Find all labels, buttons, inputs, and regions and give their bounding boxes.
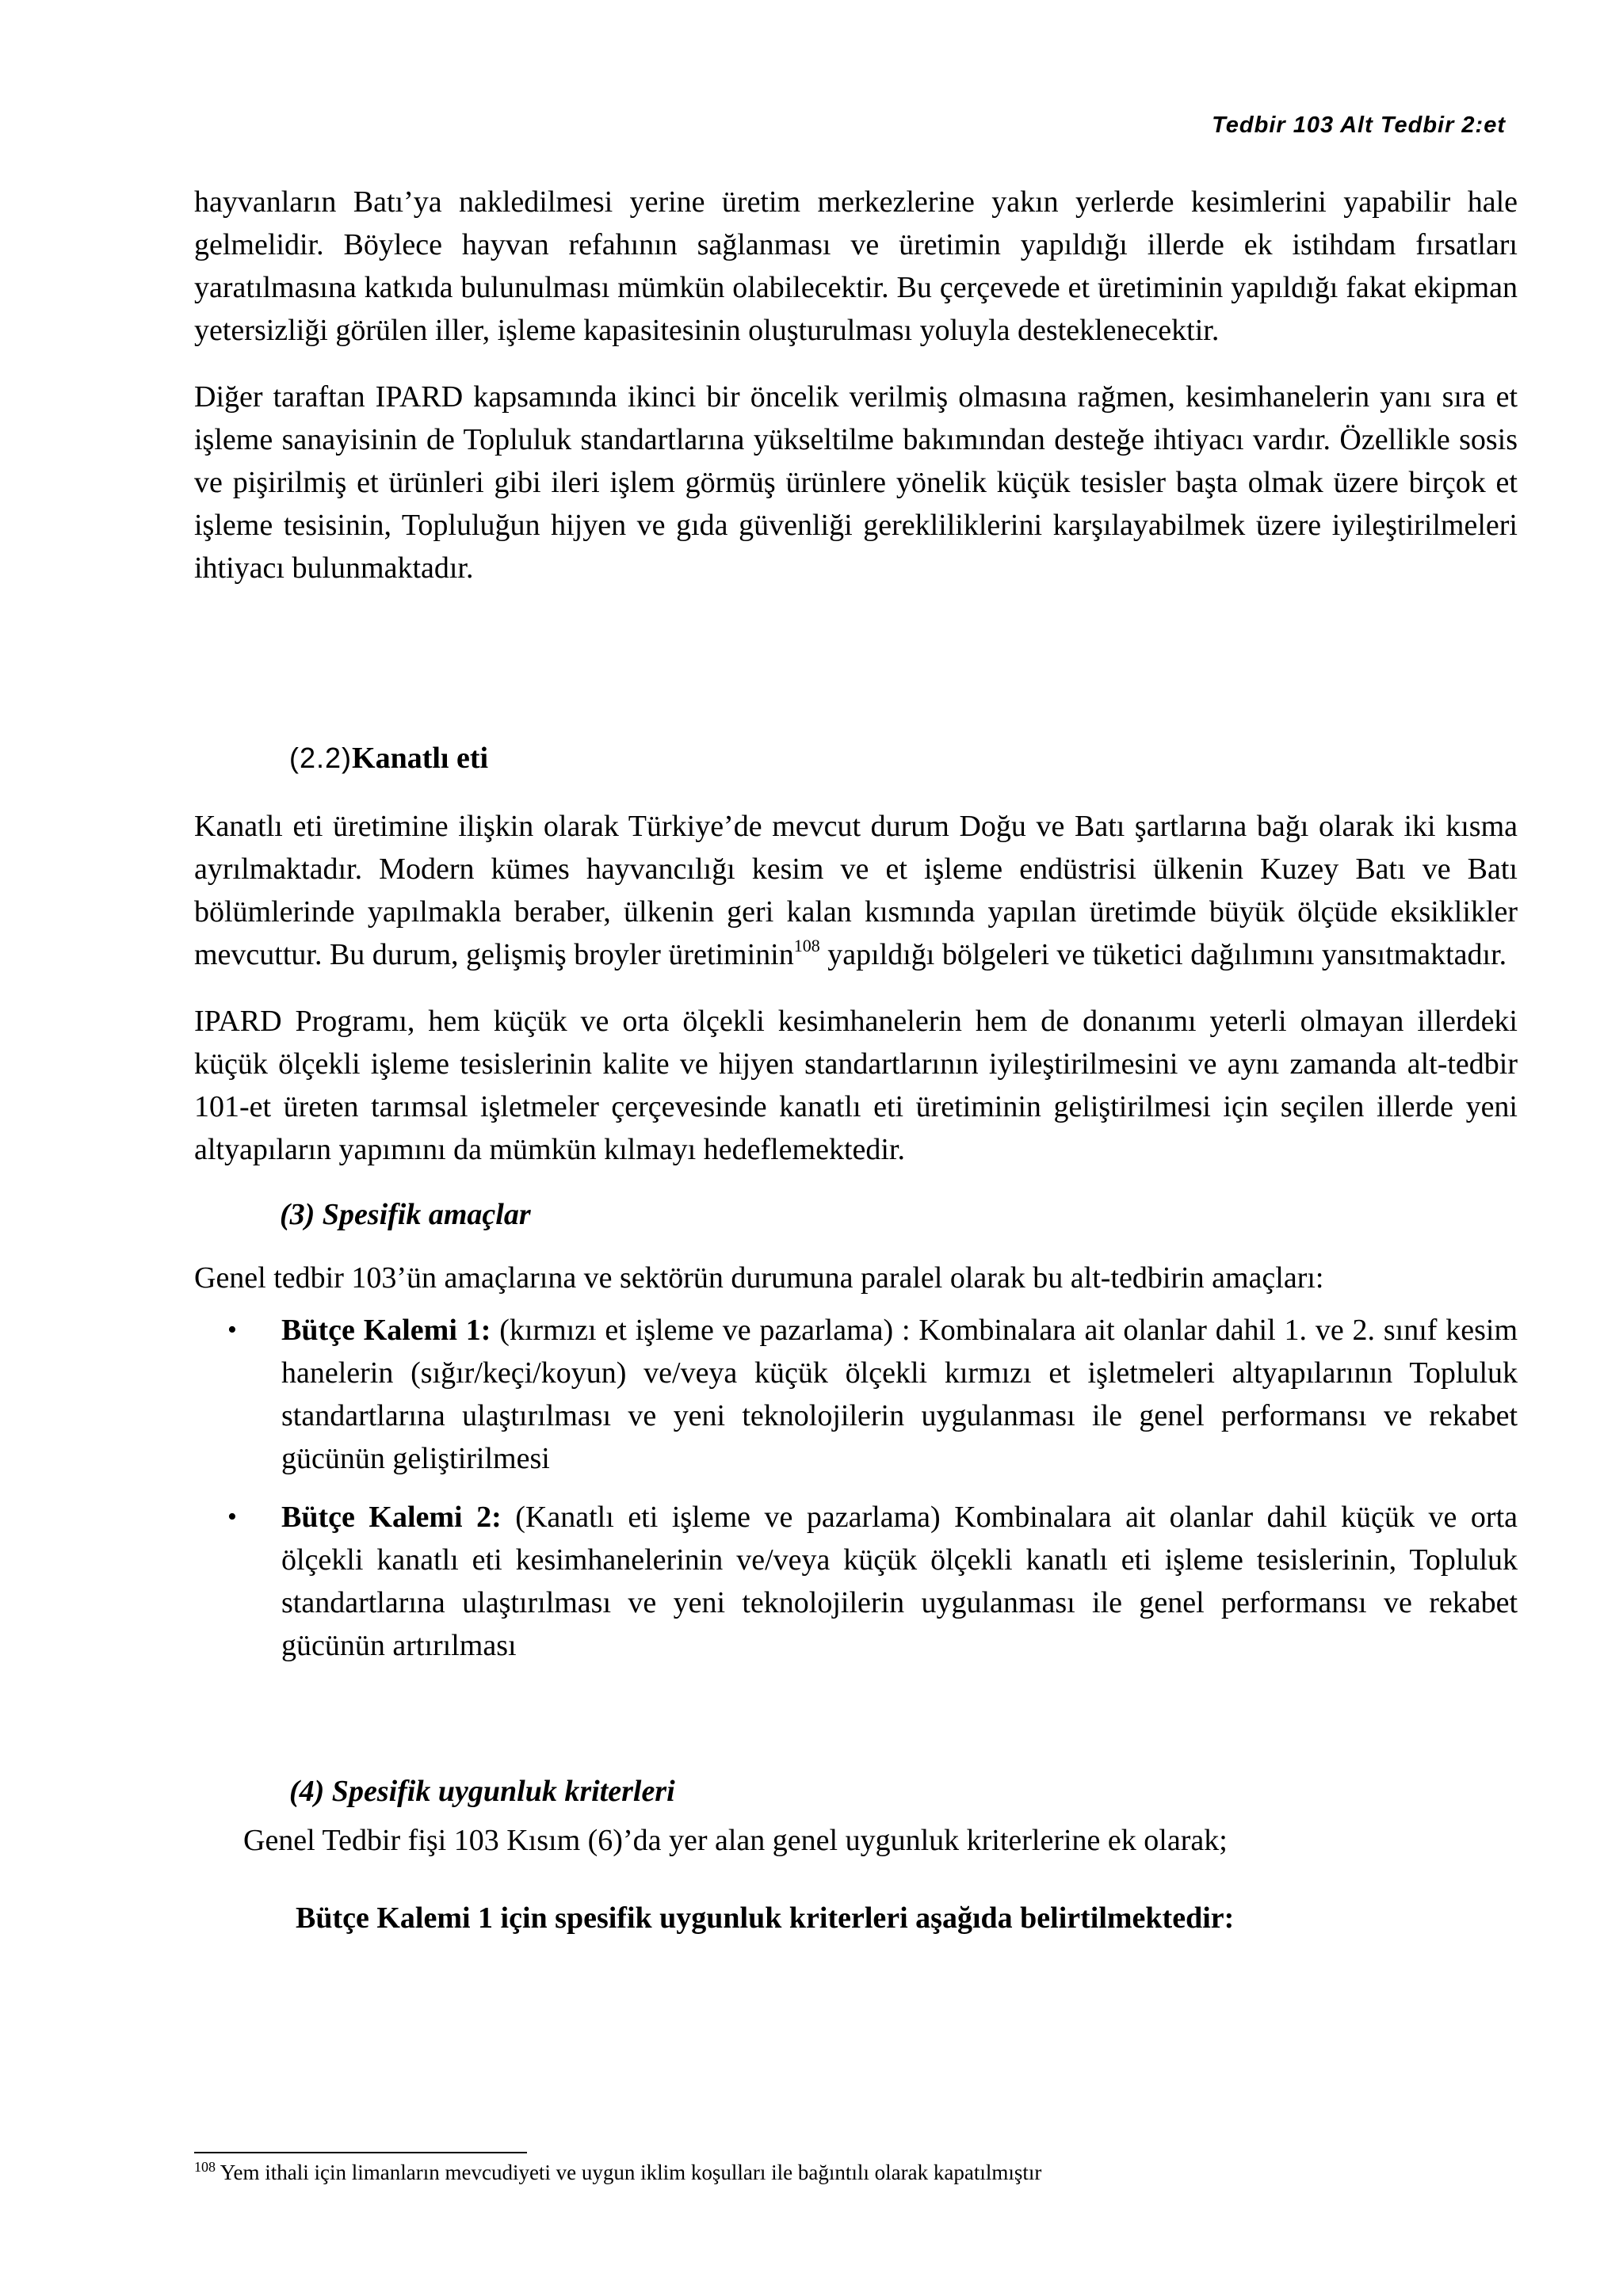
section-title: Kanatlı eti — [352, 742, 489, 775]
list-item-label: Bütçe Kalemi 2: — [281, 1501, 502, 1534]
list-item — [194, 1309, 1518, 1480]
paragraph-kanatli-text-a: Kanatlı eti üretimine ilişkin olarak Türkiye’de mevcut durum Doğu ve Batı şartlarına bağı olarak iki kısma ayrılmaktadır. Modern kümes hayvancılığı kesim ve et işleme endüstrisi ülkenin Kuzey Batı ve Batı bölümlerinde yapılmakla beraber, ülkenin geri kalan kısmında yapılan üretimde büyük ölçüde eksiklikler mevcuttur. Bu durum, gelişmiş broyler üretiminin — [194, 810, 1518, 971]
paragraph-ipard-program: IPARD Programı, hem küçük ve orta ölçekli kesimhanelerin hem de donanımı yeterli olmayan illerdeki küçük ölçekli işleme tesislerinin kalite ve hijyen standartlarının iyileştirilmesini ve aynı zamanda alt-tedbir 101-et üreten tarımsal işletmeler çerçevesinde kanatlı eti üretiminin geliştirilmesi için seçilen illerde yeni altyapıların yapımını da mümkün kılmayı hedeflemektedir. — [194, 1005, 1518, 1166]
running-header: Tedbir 103 Alt Tedbir 2:et — [1212, 113, 1506, 138]
objectives-list — [194, 1309, 1518, 1667]
paragraph-amaclar-intro: Genel tedbir 103’ün amaçlarına ve sektörün durumuna paralel olarak bu alt-tedbirin amaçları: — [194, 1261, 1324, 1295]
footnote-reference: 108 — [793, 936, 820, 955]
budget-item-1-heading: Bütçe Kalemi 1 için spesifik uygunluk kriterleri aşağıda belirtilmektedir: — [296, 1901, 1235, 1935]
footnote-separator — [194, 2152, 527, 2153]
bullet-icon: • — [227, 1315, 237, 1344]
paragraph-ipard-priority: Diğer taraftan IPARD kapsamında ikinci bir öncelik verilmiş olmasına rağmen, kesimhanelerin yanı sıra et işleme sanayisinin de Topluluk standartlarına yükseltilme bakımından desteğe ihtiyacı vardır. Özellikle sosis ve pişirilmiş et ürünleri gibi ileri işlem görmüş ürünlere yönelik küçük tesisler başta olmak üzere birçok et işleme tesisinin, Topluluğun hijyen ve gıda güvenliği gerekliliklerini karşılayabilmek üzere iyileştirilmeleri ihtiyacı bulunmaktadır. — [194, 380, 1518, 585]
section-number: (2.2) — [289, 742, 353, 774]
list-item — [194, 1496, 1518, 1667]
section-heading-4: (4) Spesifik uygunluk kriterleri — [289, 1775, 675, 1808]
paragraph-kanatli — [194, 805, 1518, 976]
paragraph-kanatli-text-b: yapıldığı bölgeleri ve tüketici dağılımını yansıtmaktadır. — [819, 938, 1507, 971]
footnote — [194, 2158, 1518, 2187]
footnote-number: 108 — [194, 2159, 216, 2175]
list-item-text: (kırmızı et işleme ve pazarlama) : Kombinalara ait olanlar dahil 1. ve 2. sınıf kesim hanelerin (sığır/keçi/koyun) ve/veya küçük ölçekli kırmızı et işletmeleri altyapılarının Topluluk standartlarına ulaştırılması ve yeni teknolojilerin uygulanması ile genel performansı ve rekabet gücünün geliştirilmesi — [281, 1314, 1518, 1475]
footnote-text: Yem ithali için limanların mevcudiyeti ve uygun iklim koşulları ile bağıntılı olarak kapatılmıştır — [216, 2161, 1042, 2184]
list-item-label: Bütçe Kalemi 1: — [281, 1314, 491, 1347]
section-heading-3: (3) Spesifik amaçlar — [280, 1198, 531, 1231]
section-heading-2-2 — [289, 737, 1518, 780]
paragraph-genel-tedbir: Genel Tedbir fişi 103 Kısım (6)’da yer alan genel uygunluk kriterlerine ek olarak; — [243, 1824, 1228, 1857]
page-content — [194, 181, 1518, 1939]
bullet-icon: • — [227, 1502, 237, 1531]
list-item-text: (Kanatlı eti işleme ve pazarlama) Kombinalara ait olanlar dahil küçük ve orta ölçekli kanatlı eti kesimhanelerinin ve/veya küçük ölçekli kanatlı eti işleme tesislerinin, Topluluk standartlarına ulaştırılması ve yeni teknolojilerin uygulanması ile genel performansı ve rekabet gücünün artırılması — [281, 1501, 1518, 1662]
paragraph-hayvanlar: hayvanların Batı’ya nakledilmesi yerine üretim merkezlerine yakın yerlerde kesimlerini yapabilir hale gelmelidir. Böylece hayvan refahının sağlanması ve üretimin yapıldığı illerde ek istihdam fırsatları yaratılmasına katkıda bulunulması mümkün olabilecektir. Bu çerçevede et üretiminin yapıldığı fakat ekipman yetersizliği görülen iller, işleme kapasitesinin oluşturulması yoluyla desteklenecektir. — [194, 185, 1518, 347]
